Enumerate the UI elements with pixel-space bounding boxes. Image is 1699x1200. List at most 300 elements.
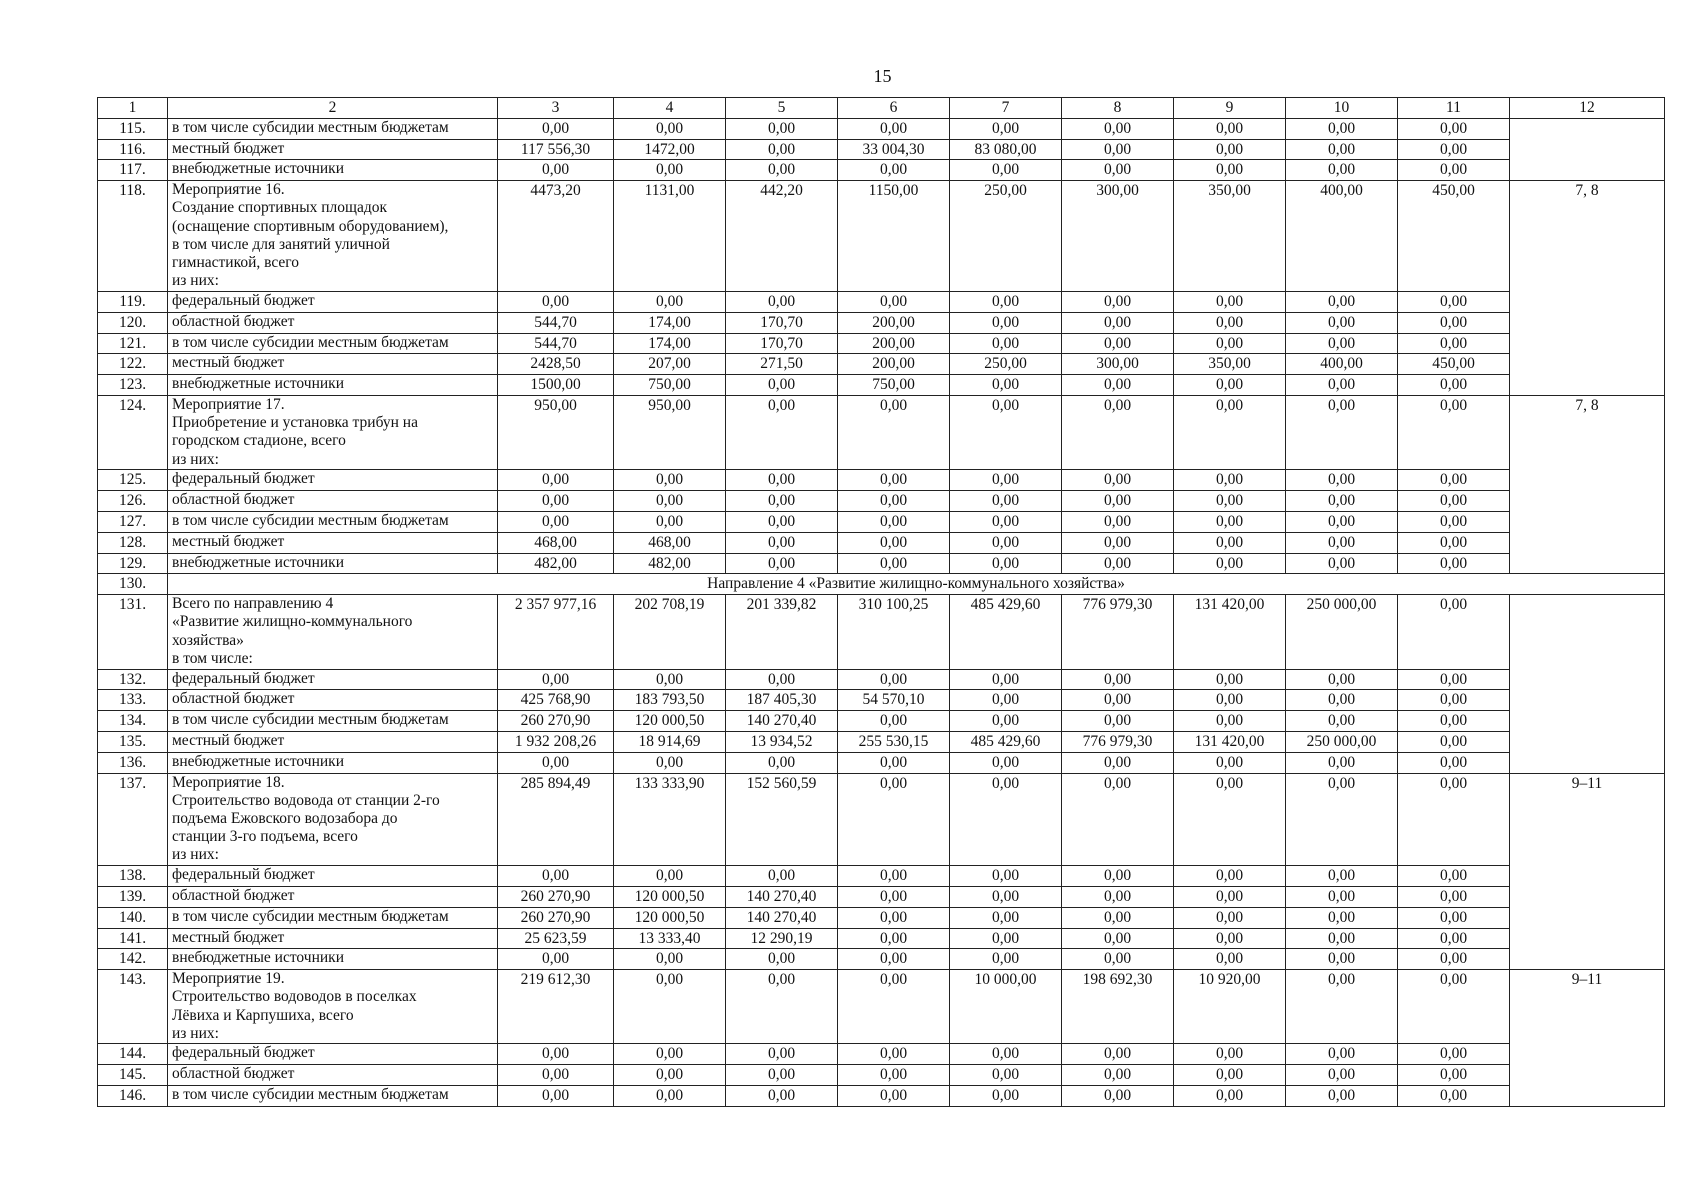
result-indicator-cell: 9–11 bbox=[1510, 773, 1665, 970]
amount-cell: 0,00 bbox=[726, 669, 838, 690]
row-number: 131. bbox=[98, 595, 168, 669]
amount-cell: 482,00 bbox=[498, 553, 614, 574]
column-header: 2 bbox=[168, 98, 498, 119]
amount-cell: 0,00 bbox=[1062, 886, 1174, 907]
amount-cell: 0,00 bbox=[1398, 928, 1510, 949]
row-label-line: станции 3-го подъема, всего bbox=[172, 828, 358, 846]
amount-cell: 0,00 bbox=[726, 1086, 838, 1107]
table-row bbox=[98, 690, 1665, 711]
amount-cell: 260 270,90 bbox=[498, 711, 614, 732]
amount-cell: 0,00 bbox=[1398, 470, 1510, 491]
amount-cell: 0,00 bbox=[726, 118, 838, 139]
row-label bbox=[168, 866, 498, 887]
amount-cell: 0,00 bbox=[838, 553, 950, 574]
amount-cell: 0,00 bbox=[1286, 160, 1398, 181]
result-indicator-cell: 7, 8 bbox=[1510, 181, 1665, 396]
row-label-line: федеральный бюджет bbox=[172, 1044, 315, 1062]
amount-cell: 0,00 bbox=[838, 160, 950, 181]
amount-cell: 0,00 bbox=[950, 491, 1062, 512]
row-number: 137. bbox=[98, 773, 168, 866]
amount-cell: 482,00 bbox=[614, 553, 726, 574]
amount-cell: 1472,00 bbox=[614, 139, 726, 160]
amount-cell: 0,00 bbox=[838, 532, 950, 553]
amount-cell: 1500,00 bbox=[498, 375, 614, 396]
amount-cell: 0,00 bbox=[1174, 690, 1286, 711]
row-label bbox=[168, 491, 498, 512]
table-row bbox=[98, 907, 1665, 928]
table-row bbox=[98, 866, 1665, 887]
amount-cell: 0,00 bbox=[1062, 312, 1174, 333]
amount-cell: 0,00 bbox=[1174, 669, 1286, 690]
amount-cell: 0,00 bbox=[950, 532, 1062, 553]
amount-cell: 0,00 bbox=[1286, 511, 1398, 532]
amount-cell: 0,00 bbox=[838, 711, 950, 732]
amount-cell: 0,00 bbox=[726, 139, 838, 160]
amount-cell: 0,00 bbox=[1062, 333, 1174, 354]
amount-cell: 0,00 bbox=[1286, 553, 1398, 574]
amount-cell: 0,00 bbox=[1286, 949, 1398, 970]
amount-cell: 0,00 bbox=[950, 160, 1062, 181]
row-label bbox=[168, 886, 498, 907]
amount-cell: 0,00 bbox=[614, 291, 726, 312]
row-number: 125. bbox=[98, 470, 168, 491]
amount-cell: 0,00 bbox=[1286, 752, 1398, 773]
amount-cell: 0,00 bbox=[950, 669, 1062, 690]
amount-cell: 0,00 bbox=[1062, 690, 1174, 711]
amount-cell: 0,00 bbox=[950, 886, 1062, 907]
amount-cell: 0,00 bbox=[1062, 491, 1174, 512]
amount-cell: 0,00 bbox=[1398, 752, 1510, 773]
amount-cell: 0,00 bbox=[838, 866, 950, 887]
amount-cell: 0,00 bbox=[1174, 139, 1286, 160]
amount-cell: 0,00 bbox=[1398, 553, 1510, 574]
amount-cell: 271,50 bbox=[726, 354, 838, 375]
amount-cell: 0,00 bbox=[950, 511, 1062, 532]
table-row bbox=[98, 669, 1665, 690]
amount-cell: 0,00 bbox=[1062, 470, 1174, 491]
amount-cell: 0,00 bbox=[1398, 731, 1510, 752]
amount-cell: 0,00 bbox=[498, 1065, 614, 1086]
amount-cell: 4473,20 bbox=[498, 181, 614, 292]
row-label bbox=[168, 312, 498, 333]
amount-cell: 0,00 bbox=[726, 160, 838, 181]
amount-cell: 0,00 bbox=[838, 907, 950, 928]
row-label-line: федеральный бюджет bbox=[172, 470, 315, 488]
amount-cell: 310 100,25 bbox=[838, 595, 950, 669]
table-row bbox=[98, 886, 1665, 907]
amount-cell: 0,00 bbox=[1174, 949, 1286, 970]
row-label-line: хозяйства» bbox=[172, 631, 244, 649]
amount-cell: 0,00 bbox=[838, 470, 950, 491]
amount-cell: 0,00 bbox=[950, 773, 1062, 866]
table-row bbox=[98, 470, 1665, 491]
amount-cell: 468,00 bbox=[614, 532, 726, 553]
table-row bbox=[98, 291, 1665, 312]
amount-cell: 0,00 bbox=[1398, 595, 1510, 669]
table-row bbox=[98, 928, 1665, 949]
column-header: 11 bbox=[1398, 98, 1510, 119]
page-number: 15 bbox=[873, 66, 892, 86]
amount-cell: 300,00 bbox=[1062, 354, 1174, 375]
row-label bbox=[168, 690, 498, 711]
table-body bbox=[98, 98, 1665, 1107]
row-label bbox=[168, 1065, 498, 1086]
amount-cell: 0,00 bbox=[1062, 532, 1174, 553]
amount-cell: 18 914,69 bbox=[614, 731, 726, 752]
amount-cell: 117 556,30 bbox=[498, 139, 614, 160]
amount-cell: 0,00 bbox=[726, 752, 838, 773]
amount-cell: 0,00 bbox=[726, 970, 838, 1044]
amount-cell: 950,00 bbox=[614, 395, 726, 469]
amount-cell: 33 004,30 bbox=[838, 139, 950, 160]
amount-cell: 0,00 bbox=[1398, 773, 1510, 866]
amount-cell: 0,00 bbox=[950, 375, 1062, 396]
amount-cell: 0,00 bbox=[950, 553, 1062, 574]
amount-cell: 0,00 bbox=[950, 470, 1062, 491]
amount-cell: 0,00 bbox=[1174, 395, 1286, 469]
amount-cell: 0,00 bbox=[838, 752, 950, 773]
amount-cell: 207,00 bbox=[614, 354, 726, 375]
amount-cell: 260 270,90 bbox=[498, 907, 614, 928]
amount-cell: 1 932 208,26 bbox=[498, 731, 614, 752]
row-label-line: областной бюджет bbox=[172, 690, 295, 708]
amount-cell: 0,00 bbox=[498, 752, 614, 773]
amount-cell: 0,00 bbox=[726, 866, 838, 887]
row-number: 136. bbox=[98, 752, 168, 773]
amount-cell: 0,00 bbox=[838, 1086, 950, 1107]
table-row bbox=[98, 595, 1665, 669]
table-row bbox=[98, 511, 1665, 532]
amount-cell: 2 357 977,16 bbox=[498, 595, 614, 669]
amount-cell: 10 000,00 bbox=[950, 970, 1062, 1044]
row-label-line: подъема Ежовского водозабора до bbox=[172, 809, 398, 827]
column-header: 9 bbox=[1174, 98, 1286, 119]
amount-cell: 133 333,90 bbox=[614, 773, 726, 866]
row-label bbox=[168, 532, 498, 553]
table-row bbox=[98, 532, 1665, 553]
row-label-line: в том числе субсидии местным бюджетам bbox=[172, 511, 449, 529]
row-label-line: внебюджетные источники bbox=[172, 553, 344, 571]
amount-cell: 0,00 bbox=[1062, 928, 1174, 949]
amount-cell: 0,00 bbox=[1286, 886, 1398, 907]
row-number: 144. bbox=[98, 1044, 168, 1065]
amount-cell: 0,00 bbox=[1062, 553, 1174, 574]
row-label-line: внебюджетные источники bbox=[172, 375, 344, 393]
amount-cell: 0,00 bbox=[1286, 907, 1398, 928]
column-header: 10 bbox=[1286, 98, 1398, 119]
amount-cell: 0,00 bbox=[1174, 886, 1286, 907]
section-heading: Направление 4 «Развитие жилищно-коммунального хозяйства» bbox=[168, 574, 1665, 595]
row-number: 145. bbox=[98, 1065, 168, 1086]
table-row bbox=[98, 949, 1665, 970]
amount-cell: 0,00 bbox=[1398, 139, 1510, 160]
row-label-line: гимнастикой, всего bbox=[172, 254, 300, 271]
amount-cell: 0,00 bbox=[950, 1065, 1062, 1086]
amount-cell: 0,00 bbox=[726, 532, 838, 553]
amount-cell: 0,00 bbox=[950, 312, 1062, 333]
amount-cell: 0,00 bbox=[614, 949, 726, 970]
row-label-line: в том числе субсидии местным бюджетам bbox=[172, 118, 449, 136]
amount-cell: 0,00 bbox=[1286, 690, 1398, 711]
amount-cell: 425 768,90 bbox=[498, 690, 614, 711]
row-label-line: местный бюджет bbox=[172, 731, 285, 749]
amount-cell: 0,00 bbox=[1286, 291, 1398, 312]
amount-cell: 0,00 bbox=[614, 970, 726, 1044]
column-header: 7 bbox=[950, 98, 1062, 119]
amount-cell: 442,20 bbox=[726, 181, 838, 292]
row-number: 129. bbox=[98, 553, 168, 574]
amount-cell: 25 623,59 bbox=[498, 928, 614, 949]
amount-cell: 0,00 bbox=[1398, 160, 1510, 181]
amount-cell: 0,00 bbox=[726, 375, 838, 396]
amount-cell: 250,00 bbox=[950, 354, 1062, 375]
column-header: 4 bbox=[614, 98, 726, 119]
column-header: 1 bbox=[98, 98, 168, 119]
table-row bbox=[98, 118, 1665, 139]
amount-cell: 174,00 bbox=[614, 333, 726, 354]
amount-cell: 201 339,82 bbox=[726, 595, 838, 669]
result-indicator-cell: 9–11 bbox=[1510, 970, 1665, 1107]
amount-cell: 0,00 bbox=[498, 1044, 614, 1065]
amount-cell: 13 333,40 bbox=[614, 928, 726, 949]
amount-cell: 0,00 bbox=[726, 949, 838, 970]
amount-cell: 0,00 bbox=[1062, 949, 1174, 970]
amount-cell: 0,00 bbox=[614, 470, 726, 491]
column-header: 5 bbox=[726, 98, 838, 119]
amount-cell: 12 290,19 bbox=[726, 928, 838, 949]
amount-cell: 0,00 bbox=[1062, 395, 1174, 469]
amount-cell: 0,00 bbox=[950, 1044, 1062, 1065]
amount-cell: 750,00 bbox=[614, 375, 726, 396]
amount-cell: 0,00 bbox=[1398, 907, 1510, 928]
amount-cell: 450,00 bbox=[1398, 181, 1510, 292]
row-label-line: Мероприятие 19. bbox=[172, 970, 285, 988]
amount-cell: 0,00 bbox=[498, 470, 614, 491]
amount-cell: 152 560,59 bbox=[726, 773, 838, 866]
amount-cell: 0,00 bbox=[726, 1044, 838, 1065]
amount-cell: 0,00 bbox=[726, 1065, 838, 1086]
amount-cell: 0,00 bbox=[838, 1065, 950, 1086]
amount-cell: 0,00 bbox=[1398, 1065, 1510, 1086]
amount-cell: 0,00 bbox=[1174, 118, 1286, 139]
amount-cell: 0,00 bbox=[1286, 491, 1398, 512]
amount-cell: 0,00 bbox=[950, 690, 1062, 711]
row-label-line: городском стадионе, всего bbox=[172, 432, 346, 450]
table-row bbox=[98, 731, 1665, 752]
amount-cell: 0,00 bbox=[726, 395, 838, 469]
amount-cell: 0,00 bbox=[950, 1086, 1062, 1107]
row-label-line: федеральный бюджет bbox=[172, 669, 315, 687]
amount-cell: 2428,50 bbox=[498, 354, 614, 375]
amount-cell: 120 000,50 bbox=[614, 711, 726, 732]
table-row bbox=[98, 491, 1665, 512]
amount-cell: 170,70 bbox=[726, 333, 838, 354]
amount-cell: 400,00 bbox=[1286, 181, 1398, 292]
amount-cell: 0,00 bbox=[838, 395, 950, 469]
amount-cell: 0,00 bbox=[1398, 291, 1510, 312]
column-header: 3 bbox=[498, 98, 614, 119]
table-row bbox=[98, 333, 1665, 354]
row-label-line: областной бюджет bbox=[172, 491, 295, 509]
amount-cell: 950,00 bbox=[498, 395, 614, 469]
amount-cell: 0,00 bbox=[1398, 690, 1510, 711]
row-label-line: Мероприятие 16. bbox=[172, 181, 285, 199]
row-number: 115. bbox=[98, 118, 168, 139]
amount-cell: 140 270,40 bbox=[726, 886, 838, 907]
row-label bbox=[168, 354, 498, 375]
amount-cell: 83 080,00 bbox=[950, 139, 1062, 160]
table-row bbox=[98, 752, 1665, 773]
amount-cell: 0,00 bbox=[614, 160, 726, 181]
amount-cell: 0,00 bbox=[1286, 118, 1398, 139]
amount-cell: 0,00 bbox=[498, 160, 614, 181]
table-row bbox=[98, 711, 1665, 732]
amount-cell: 0,00 bbox=[1398, 1086, 1510, 1107]
amount-cell: 0,00 bbox=[950, 907, 1062, 928]
amount-cell: 0,00 bbox=[1062, 752, 1174, 773]
amount-cell: 120 000,50 bbox=[614, 886, 726, 907]
row-label-line: областной бюджет bbox=[172, 1065, 295, 1083]
amount-cell: 0,00 bbox=[1062, 118, 1174, 139]
amount-cell: 250 000,00 bbox=[1286, 731, 1398, 752]
result-indicator-cell: 7, 8 bbox=[1510, 395, 1665, 573]
amount-cell: 0,00 bbox=[1174, 752, 1286, 773]
amount-cell: 0,00 bbox=[498, 1086, 614, 1107]
amount-cell: 10 920,00 bbox=[1174, 970, 1286, 1044]
amount-cell: 0,00 bbox=[1062, 1044, 1174, 1065]
table-row bbox=[98, 181, 1665, 292]
amount-cell: 260 270,90 bbox=[498, 886, 614, 907]
row-number: 146. bbox=[98, 1086, 168, 1107]
amount-cell: 0,00 bbox=[1398, 970, 1510, 1044]
amount-cell: 13 934,52 bbox=[726, 731, 838, 752]
amount-cell: 750,00 bbox=[838, 375, 950, 396]
row-label bbox=[168, 160, 498, 181]
amount-cell: 0,00 bbox=[1398, 511, 1510, 532]
amount-cell: 544,70 bbox=[498, 333, 614, 354]
row-number: 134. bbox=[98, 711, 168, 732]
table-row bbox=[98, 395, 1665, 469]
amount-cell: 0,00 bbox=[614, 118, 726, 139]
row-number: 133. bbox=[98, 690, 168, 711]
amount-cell: 485 429,60 bbox=[950, 595, 1062, 669]
amount-cell: 219 612,30 bbox=[498, 970, 614, 1044]
row-label-line: в том числе для занятий уличной bbox=[172, 235, 390, 253]
amount-cell: 0,00 bbox=[838, 511, 950, 532]
amount-cell: 0,00 bbox=[726, 491, 838, 512]
amount-cell: 0,00 bbox=[1286, 312, 1398, 333]
amount-cell: 0,00 bbox=[1398, 375, 1510, 396]
row-label-line: в том числе субсидии местным бюджетам bbox=[172, 907, 449, 925]
amount-cell: 0,00 bbox=[1398, 669, 1510, 690]
row-label-line: Всего по направлению 4 bbox=[172, 595, 334, 613]
row-number: 139. bbox=[98, 886, 168, 907]
amount-cell: 0,00 bbox=[950, 333, 1062, 354]
amount-cell: 0,00 bbox=[950, 928, 1062, 949]
amount-cell: 0,00 bbox=[1062, 669, 1174, 690]
amount-cell: 0,00 bbox=[498, 291, 614, 312]
amount-cell: 131 420,00 bbox=[1174, 731, 1286, 752]
amount-cell: 170,70 bbox=[726, 312, 838, 333]
amount-cell: 0,00 bbox=[614, 866, 726, 887]
amount-cell: 0,00 bbox=[614, 491, 726, 512]
table-row bbox=[98, 312, 1665, 333]
amount-cell: 0,00 bbox=[1062, 711, 1174, 732]
amount-cell: 0,00 bbox=[1286, 711, 1398, 732]
row-label bbox=[168, 395, 498, 469]
row-number: 116. bbox=[98, 139, 168, 160]
amount-cell: 776 979,30 bbox=[1062, 731, 1174, 752]
amount-cell: 0,00 bbox=[838, 773, 950, 866]
amount-cell: 198 692,30 bbox=[1062, 970, 1174, 1044]
amount-cell: 0,00 bbox=[1286, 669, 1398, 690]
amount-cell: 0,00 bbox=[614, 1086, 726, 1107]
amount-cell: 120 000,50 bbox=[614, 907, 726, 928]
table-row bbox=[98, 1065, 1665, 1086]
amount-cell: 0,00 bbox=[838, 970, 950, 1044]
row-number: 138. bbox=[98, 866, 168, 887]
amount-cell: 485 429,60 bbox=[950, 731, 1062, 752]
row-label-line: Создание спортивных площадок bbox=[172, 199, 387, 217]
amount-cell: 285 894,49 bbox=[498, 773, 614, 866]
amount-cell: 350,00 bbox=[1174, 181, 1286, 292]
row-number: 121. bbox=[98, 333, 168, 354]
amount-cell: 0,00 bbox=[1286, 532, 1398, 553]
row-label-line: Строительство водовода от станции 2-го bbox=[172, 791, 440, 809]
budget-table bbox=[97, 97, 1665, 1107]
amount-cell: 131 420,00 bbox=[1174, 595, 1286, 669]
amount-cell: 0,00 bbox=[1398, 532, 1510, 553]
table-row bbox=[98, 354, 1665, 375]
row-number: 135. bbox=[98, 731, 168, 752]
row-label bbox=[168, 291, 498, 312]
amount-cell: 544,70 bbox=[498, 312, 614, 333]
amount-cell: 0,00 bbox=[1174, 1086, 1286, 1107]
row-number: 128. bbox=[98, 532, 168, 553]
amount-cell: 0,00 bbox=[1062, 291, 1174, 312]
amount-cell: 0,00 bbox=[1174, 511, 1286, 532]
table-row bbox=[98, 553, 1665, 574]
row-label-line: Мероприятие 18. bbox=[172, 773, 285, 791]
row-label bbox=[168, 773, 498, 866]
amount-cell: 0,00 bbox=[1062, 511, 1174, 532]
row-label-line: в том числе субсидии местным бюджетам bbox=[172, 1086, 449, 1104]
amount-cell: 0,00 bbox=[1174, 375, 1286, 396]
amount-cell: 140 270,40 bbox=[726, 907, 838, 928]
amount-cell: 450,00 bbox=[1398, 354, 1510, 375]
amount-cell: 0,00 bbox=[498, 511, 614, 532]
amount-cell: 468,00 bbox=[498, 532, 614, 553]
row-label bbox=[168, 553, 498, 574]
table-row bbox=[98, 160, 1665, 181]
table-row bbox=[98, 1044, 1665, 1065]
row-label-line: Приобретение и установка трибун на bbox=[172, 414, 418, 432]
row-label-line: внебюджетные источники bbox=[172, 949, 344, 967]
amount-cell: 776 979,30 bbox=[1062, 595, 1174, 669]
row-label-line: Мероприятие 17. bbox=[172, 395, 285, 413]
row-number: 119. bbox=[98, 291, 168, 312]
table-row bbox=[98, 139, 1665, 160]
table-row bbox=[98, 574, 1665, 595]
amount-cell: 350,00 bbox=[1174, 354, 1286, 375]
amount-cell: 0,00 bbox=[1174, 553, 1286, 574]
row-label bbox=[168, 970, 498, 1044]
row-number: 120. bbox=[98, 312, 168, 333]
row-label bbox=[168, 139, 498, 160]
amount-cell: 200,00 bbox=[838, 312, 950, 333]
row-label bbox=[168, 669, 498, 690]
amount-cell: 0,00 bbox=[838, 949, 950, 970]
